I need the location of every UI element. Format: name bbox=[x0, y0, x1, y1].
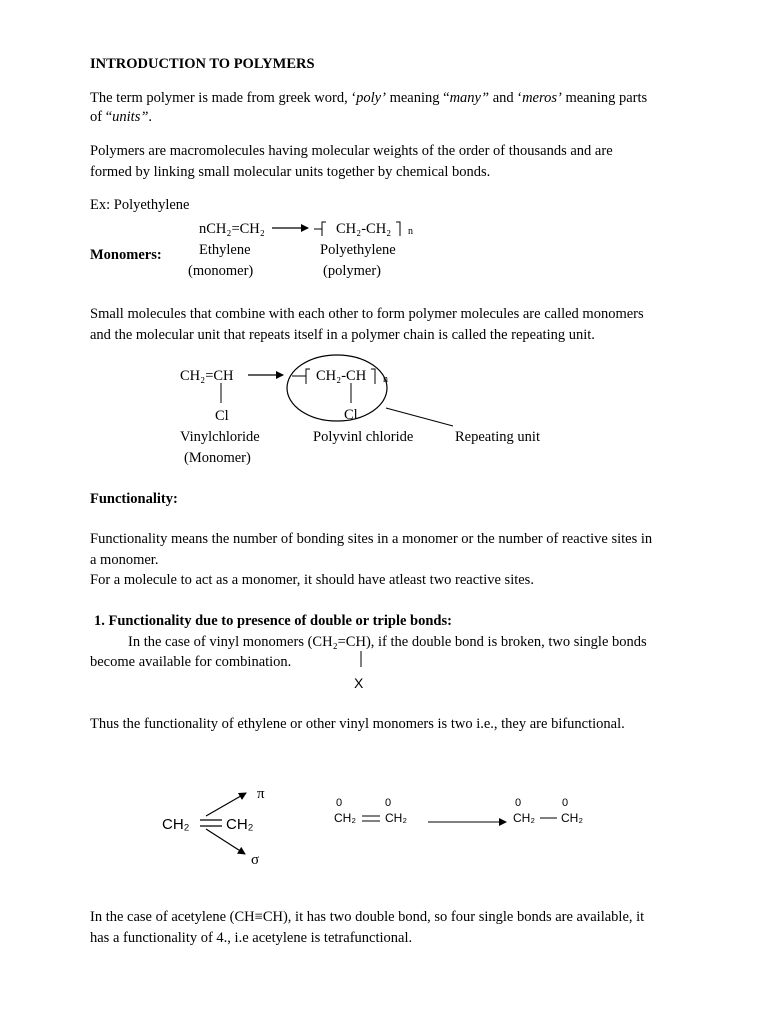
pvc-name: Polyvinl chloride bbox=[313, 429, 414, 445]
radical-dot-3: 0 bbox=[515, 797, 522, 809]
page-title: INTRODUCTION TO POLYMERS bbox=[90, 56, 315, 72]
acetylene-line-2: has a functionality of 4., i.e acetylene is tetrafunctional. bbox=[90, 930, 413, 946]
sigma-bond-label: σ bbox=[251, 852, 260, 868]
acetylene-line-1: In the case of acetylene (CH≡CH), it has two double bond, so four single bonds are available, it bbox=[90, 909, 645, 925]
pvc-cl: Cl bbox=[344, 407, 358, 423]
functionality-definition-line-1: Functionality means the number of bonding sites in a monomer or the number of reactive sites in bbox=[90, 531, 653, 547]
left-bracket-1 bbox=[322, 222, 326, 236]
section-1-line-1: In the case of vinyl monomers (CH₂=CH), if the double bond is broken, two single bonds bbox=[128, 634, 647, 650]
polyethylene-repeat-formula: CH₂-CH₂ bbox=[336, 221, 392, 237]
pvc-degree-n: n bbox=[383, 374, 388, 385]
pvc-repeat-formula: CH₂-CH bbox=[316, 368, 367, 384]
section-1-line-2: become available for combination. bbox=[90, 654, 292, 670]
radical-dot-4: 0 bbox=[562, 797, 569, 809]
vinylchloride-name: Vinylchloride bbox=[180, 429, 260, 445]
radical-dot-1: 0 bbox=[336, 797, 343, 809]
reactant-ch2-left: CH₂ bbox=[334, 811, 356, 825]
monomers-label: Monomers: bbox=[90, 247, 162, 263]
polyethylene-name: Polyethylene bbox=[320, 242, 396, 258]
pi-bond-label: π bbox=[257, 786, 265, 802]
monomer-caption-2: (Monomer) bbox=[184, 450, 251, 466]
monomer-definition-line-2: and the molecular unit that repeats itself in a polymer chain is called the repeating unit. bbox=[90, 327, 595, 343]
section-1-heading: 1. Functionality due to presence of double or triple bonds: bbox=[94, 613, 452, 629]
left-bracket-2 bbox=[306, 369, 310, 384]
vinyl-chloride-cl: Cl bbox=[215, 408, 229, 424]
pi-arrow bbox=[206, 793, 246, 816]
bifunctional-statement: Thus the functionality of ethylene or other vinyl monomers is two i.e., they are bifunctional. bbox=[90, 716, 625, 732]
polymer-definition-line-2: formed by linking small molecular units together by chemical bonds. bbox=[90, 164, 491, 180]
polymer-definition-line-1: Polymers are macromolecules having molecular weights of the order of thousands and are bbox=[90, 143, 613, 159]
sigma-arrow bbox=[206, 829, 245, 854]
degree-of-polymerization-n: n bbox=[408, 226, 413, 237]
example-label: Ex: Polyethylene bbox=[90, 197, 190, 213]
repeating-unit-label: Repeating unit bbox=[455, 429, 540, 445]
reactant-ch2-right: CH₂ bbox=[385, 811, 407, 825]
ethylene-ch2-right: CH₂ bbox=[226, 816, 254, 833]
functionality-definition-line-3: For a molecule to act as a monomer, it should have atleast two reactive sites. bbox=[90, 572, 534, 588]
monomer-definition-line-1: Small molecules that combine with each other to form polymer molecules are called monomers bbox=[90, 306, 644, 322]
substituent-x: X bbox=[354, 675, 364, 691]
product-ch2-left: CH₂ bbox=[513, 811, 535, 825]
monomer-caption: (monomer) bbox=[188, 263, 254, 279]
intro-line-1: The term polymer is made from greek word, ‘poly’ meaning “many” and ‘meros’ meaning parts bbox=[90, 90, 648, 106]
polymer-caption: (polymer) bbox=[323, 263, 381, 279]
functionality-heading: Functionality: bbox=[90, 491, 178, 507]
vinyl-chloride-formula: CH₂=CH bbox=[180, 368, 234, 384]
ethylene-formula: nCH₂=CH₂ bbox=[199, 221, 265, 237]
intro-line-2: of “units”. bbox=[90, 109, 153, 125]
repeating-unit-highlight bbox=[287, 355, 387, 421]
product-ch2-right: CH₂ bbox=[561, 811, 583, 825]
ethylene-name: Ethylene bbox=[199, 242, 251, 258]
right-bracket-2 bbox=[371, 369, 375, 384]
repeating-unit-pointer bbox=[386, 408, 453, 426]
ethylene-ch2-left: CH₂ bbox=[162, 816, 190, 833]
radical-dot-2: 0 bbox=[385, 797, 392, 809]
functionality-definition-line-2: a monomer. bbox=[90, 552, 159, 568]
right-bracket-1 bbox=[396, 222, 400, 236]
